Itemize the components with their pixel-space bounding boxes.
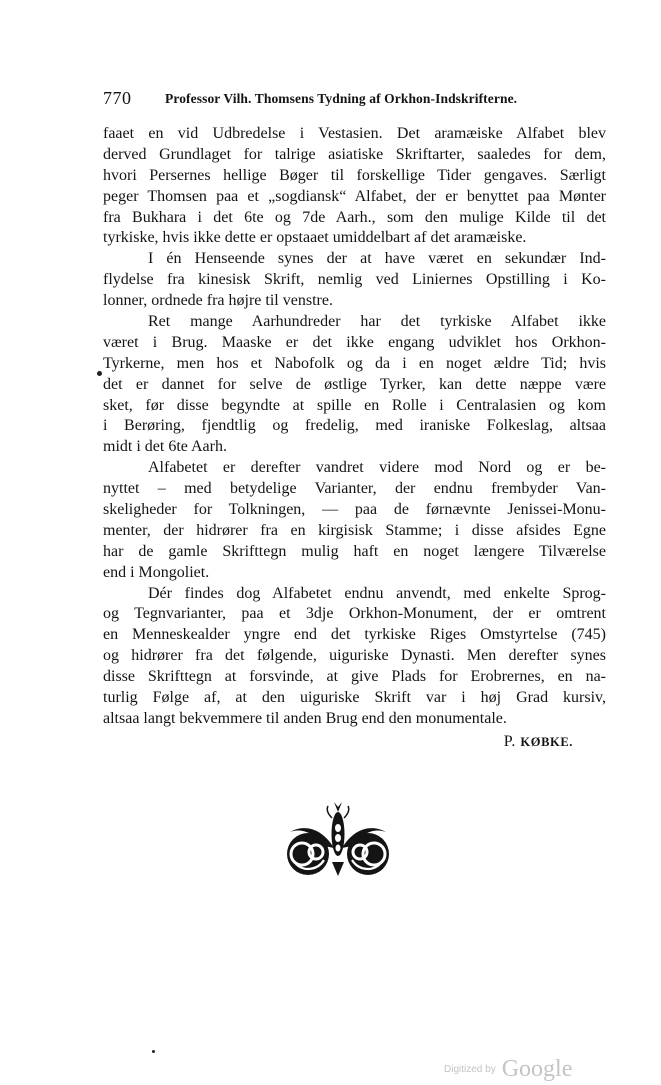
margin-speck [97,371,102,376]
paragraph-1 [103,124,606,249]
text-line: menter, der hidrører fra en kirgisisk Stamme; i disse afsides Egne [103,521,606,539]
text-line: Dér findes dog Alfabetet endnu anvendt, med enkelte Sprog- [148,584,606,602]
text-line: end i Mongoliet. [103,563,210,581]
text-line: altsaa langt bekvemmere til anden Brug end den monumentale. [103,709,507,727]
text-line: Alfabetet er derefter vandret videre mod Nord og er be- [148,459,606,477]
running-title: Professor Vilh. Thomsens Tydning af Orkhon-Indskrifterne. [165,91,518,106]
paragraph-2 [103,249,606,312]
text-line: turlig Følge af, at den uiguriske Skrift var i høj Grad kursiv, [103,689,606,707]
text-line: disse Skrifttegn at forsvinde, at give Plads for Erobrernes, en na- [103,668,606,686]
text-line: flydelse fra kinesisk Skrift, nemlig ved Liniernes Opstilling i Ko- [103,271,606,289]
author-initial: P. [503,733,516,750]
article-body [103,124,606,730]
text-line: en Menneskealder yngre end det tyrkiske Riges Omstyrtelse (745) [103,626,606,644]
text-line: Ret mange Aarhundreder har det tyrkiske Alfabet ikke [148,313,606,331]
text-line: været i Brug. Maaske er det ikke engang udviklet hos Orkhon- [103,333,606,351]
text-line: nyttet – med betydelige Varianter, der endnu frembyder Van- [103,480,606,498]
text-line: peger Thomsen paa et „sogdiansk“ Alfabet, der er benyttet paa Mønter [103,187,606,205]
paragraph-5 [103,584,606,730]
paragraph-3 [103,312,606,458]
text-line: det er dannet for selve de østlige Tyrker, kan dette næppe være [103,375,606,393]
author-surname: KØBKE. [520,735,573,749]
text-line: lonner, ordnede fra højre til venstre. [103,292,333,310]
text-line: sket, før disse begyndte at spille en Rolle i Centralasien og kom [103,396,606,414]
text-line: faaet en vid Udbredelse i Vestasien. Det aramæiske Alfabet blev [103,125,606,142]
text-line: i Berøring, fjendtlig og fredelig, med iraniske Folkeslag, altsaa [103,417,606,435]
text-line: Tyrkerne, men hos et Nabofolk og da i en noget ældre Tid; hvis [103,354,606,372]
text-line: tyrkiske, hvis ikke dette er opstaaet umiddelbart af det aramæiske. [103,229,527,247]
digitization-watermark [444,1056,572,1083]
text-line: har de gamle Skrifttegn mulig haft en noget længere Tilværelse [103,542,606,560]
paragraph-4 [103,458,606,583]
running-header [103,88,563,110]
printer-ornament-icon [278,798,398,878]
margin-speck [152,1050,155,1053]
text-line: og Tegnvarianter, paa et 3dje Orkhon-Monument, der er omtrent [103,605,606,623]
text-line: skeligheder for Tolkningen, — paa de førnævnte Jenissei-Monu- [103,501,606,519]
text-line: I én Henseende synes der at have været en sekundær Ind- [148,250,606,268]
author-signature [504,733,573,751]
text-line: hvori Persernes hellige Bøger til forskellige Tider gengaves. Særligt [103,166,606,184]
text-line: og hidrører fra det følgende, uiguriske Dynasti. Men derefter synes [103,647,606,665]
watermark-prefix: Digitized by [444,1064,496,1075]
page-number: 770 [103,88,132,108]
text-line: midt i det 6te Aarh. [103,438,227,456]
text-line: derved Grundlaget for talrige asiatiske Skriftarter, saaledes for dem, [103,145,606,163]
google-logo: Google [501,1056,573,1082]
text-line: fra Bukhara i det 6te og 7de Aarh., som den mulige Kilde til det [103,208,606,226]
